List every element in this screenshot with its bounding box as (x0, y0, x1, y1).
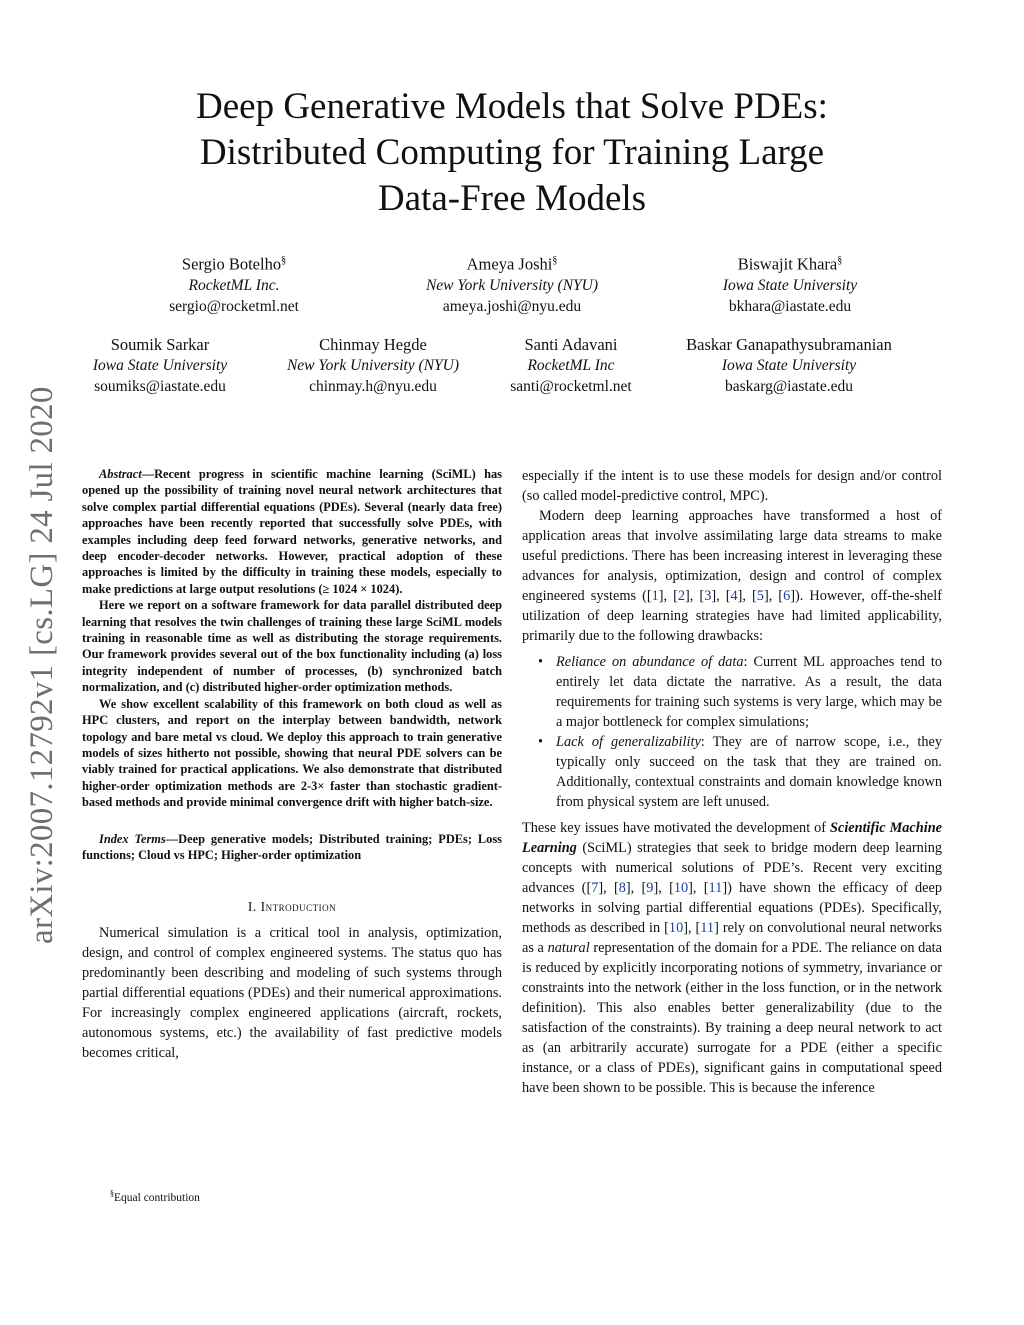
citation-link[interactable]: 7 (591, 880, 599, 896)
abstract-paragraph-1: Abstract—Recent progress in scientific machine learning (SciML) has opened up the possibility of training novel neural network architectures that solve complex partial differential equations (PDEs). Several (nearly data free) approaches have been recently reported that successfully solve PDEs, with examples including deep feed forward networks, generative networks, and deep encoder-decoder networks. However, practical adoption of these approaches is limited by the difficulty in training these models, especially to make predictions at large output resolutions (≥ 1024 × 1024). (82, 467, 502, 596)
author-affiliation: New York University (NYU) (425, 276, 599, 294)
citation-link[interactable]: 10 (673, 880, 689, 896)
author-email[interactable]: bkhara@iastate.edu (728, 297, 852, 315)
author-affiliation: RocketML Inc. (188, 276, 280, 294)
list-item: • Lack of generalizability: They are of narrow scope, i.e., they typically only succeed on the task that they are trained on. Additionally, contextual constraints and domain knowledge known from physical system are left unused. (556, 732, 942, 812)
title-line-2: Distributed Computing for Training Large (199, 132, 825, 173)
citation-link[interactable]: 1 (651, 588, 659, 604)
author-hegde (262, 334, 484, 397)
author-sarkar (72, 334, 248, 397)
citation-link[interactable]: 11 (708, 880, 723, 896)
author-name: Chinmay Hegde (319, 335, 427, 354)
citation-link[interactable]: 4 (730, 588, 738, 604)
intro-paragraph-1: Numerical simulation is a critical tool in analysis, optimization, design, and control of complex engineered systems. The status quo has predominantly been describing and modeling of such systems through partial differential equations (PDEs) and their numerical approximations. For increasingly complex engineered applications (aircraft, rockets, autonomous systems, etc.) the availability of fast predictive models becomes critical, (82, 925, 502, 1062)
index-terms-label: Index Terms (99, 831, 166, 846)
left-column (82, 466, 502, 1063)
author-adavani (494, 334, 648, 397)
right-column (522, 466, 942, 1098)
author-affiliation: New York University (NYU) (286, 357, 460, 374)
right-paragraph-2: Modern deep learning approaches have transformed a host of application areas that involve assimilating large data streams to make useful predictions. There has been increasing interest in leveraging these advances for analysis, optimization, design and control of complex engineered systems ([1], [2], [3], [4], [5], [6]). However, off-the-shelf utilization of deep learning strategies have had limited applicability, primarily due to the following drawbacks: (522, 508, 943, 644)
abstract-paragraph-2: Here we report on a software framework for data parallel distributed deep learning that resolves the twin challenges of training these large SciML models training in reasonable time as well as distributing the storage requirements. Our framework provides several out of the box functionality including (a) loss integrity independent of number of processes, (b) synchronized batch normalization, and (c) distributed higher-order optimization methods. (82, 598, 502, 695)
abstract-paragraph-3: We show excellent scalability of this framework on both cloud as well as HPC clusters, and report on the interplay between bandwidth, network topology and bare metal vs cloud. We deploy this approach to train generative models of sizes hitherto not possible, showing that neural PDE solvers can be viably trained for practical applications. We also demonstrate that distributed higher-order optimization methods are 2-3× faster than stochastic gradient-based methods and provide minimal convergence drift with higher batch-size. (82, 696, 502, 810)
citation-link[interactable]: 2 (677, 588, 686, 604)
citation-link[interactable]: 3 (704, 588, 712, 604)
author-name: Baskar Ganapathysubramanian (686, 335, 892, 354)
author-affiliation: Iowa State University (721, 357, 857, 374)
author-email[interactable]: baskarg@iastate.edu (724, 378, 854, 395)
title-line-1: Deep Generative Models that Solve PDEs: (196, 86, 828, 127)
footnote: §Equal contribution (110, 1189, 200, 1204)
author-name: Sergio Botelho§ (181, 254, 287, 274)
author-email[interactable]: chinmay.h@nyu.edu (309, 378, 437, 395)
author-khara (690, 250, 890, 317)
citation-link[interactable]: 6 (783, 588, 791, 604)
author-email[interactable]: santi@rocketml.net (510, 378, 632, 395)
list-item: • Reliance on abundance of data: Current ML approaches tend to entirely let data dictate the narrative. As a result, the data requirements for training such systems is very large, which may be a major bottleneck for complex simulations; (556, 652, 942, 732)
author-name: Soumik Sarkar (110, 335, 210, 354)
drawbacks-list (522, 652, 942, 812)
abstract-label: Abstract (99, 467, 142, 481)
author-name: Biswajit Khara§ (737, 254, 843, 274)
author-affiliation: Iowa State University (722, 276, 858, 294)
citation-link[interactable]: 10 (668, 920, 684, 936)
paper-title (0, 84, 1024, 222)
author-email[interactable]: soumiks@iastate.edu (94, 378, 226, 395)
section-heading-introduction: I. Introduction (247, 899, 337, 915)
author-affiliation: Iowa State University (92, 357, 228, 374)
citation-link[interactable]: 5 (756, 588, 764, 604)
title-line-3: Data-Free Models (377, 178, 647, 219)
citation-link[interactable]: 9 (646, 880, 654, 896)
citation-link[interactable]: 8 (618, 880, 626, 896)
citation-link[interactable]: 11 (700, 920, 715, 936)
author-name: Santi Adavani (524, 335, 618, 354)
author-joshi (387, 250, 637, 317)
author-name: Ameya Joshi§ (466, 254, 558, 274)
index-terms: Index Terms—Deep generative models; Distributed training; PDEs; Loss functions; Cloud vs HPC; Higher-order optimization (82, 831, 502, 862)
arxiv-stamp: arXiv:2007.12792v1 [cs.LG] 24 Jul 2020 (24, 386, 60, 944)
author-affiliation: RocketML Inc (527, 357, 615, 374)
author-ganapathysubramanian (664, 334, 914, 397)
author-email[interactable]: sergio@rocketml.net (169, 297, 299, 315)
author-botelho (134, 250, 334, 317)
right-paragraph-3: These key issues have motivated the development of Scientific Machine Learning (SciML) strategies that seek to bridge modern deep learning concepts with numerical solutions of PDE’s. Recent very exciting advances ([7], [8], [9], [10], [11]) have shown the efficacy of deep networks in solving partial differential equations (PDEs). Specifically, methods as described in [10], [11] rely on convolutional neural networks as a natural representation of the domain for a PDE. The reliance on data is reduced by explicitly incorporating notions of symmetry, invariance or constraints into the network (either in the loss function, or in the network definition). This also enables better generalizability (due to the satisfaction of the constraints). By training a deep neural network to act as (an arbitrarily accurate) surrogate for a PDE (either a specific instance, or a class of PDEs), significant gains in computational speed have been shown to be possible. This is because the inference (522, 820, 943, 1096)
author-email[interactable]: ameya.joshi@nyu.edu (442, 297, 582, 315)
right-paragraph-1: especially if the intent is to use these models for design and/or control (so called model-predictive control, MPC). (522, 468, 942, 504)
